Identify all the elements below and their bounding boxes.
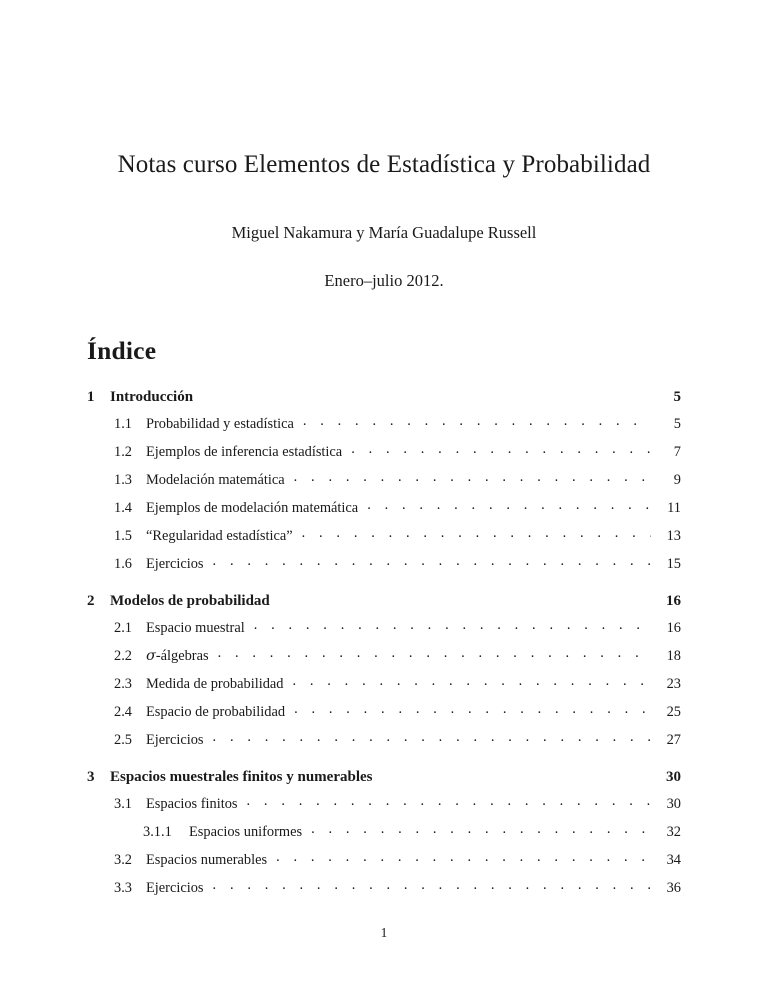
toc-entry-label: Ejercicios: [146, 556, 204, 573]
toc-entry-number: 1.1: [114, 416, 132, 433]
toc-entry[interactable]: [87, 766, 681, 794]
toc-entry-page: 32: [666, 824, 681, 841]
toc-entry-page: 16: [666, 593, 681, 609]
toc-entry-label: Medida de probabilidad: [146, 676, 284, 693]
toc-entry-label: Espacios finitos: [146, 796, 238, 813]
toc-dot-leader: [213, 878, 651, 892]
toc-entry[interactable]: [87, 674, 681, 702]
toc-dot-leader: [292, 674, 651, 688]
toc-dot-leader: [351, 442, 651, 456]
toc-entry-label: Espacios numerables: [146, 852, 268, 869]
toc-entry[interactable]: [87, 386, 681, 414]
toc-entry-page: 7: [673, 444, 681, 461]
toc-entry-number: 2.4: [114, 704, 132, 721]
toc-entry[interactable]: [87, 878, 681, 906]
toc-entry-number: 1: [87, 389, 95, 405]
toc-entry-number: 3.2: [114, 852, 132, 869]
toc-entry-label-text: -álgebras: [155, 648, 209, 665]
page-title: Notas curso Elementos de Estadística y Probabilidad: [117, 151, 651, 178]
toc-entry-label: Modelos de probabilidad: [110, 593, 270, 609]
toc-entry[interactable]: [87, 414, 681, 442]
table-of-contents: [87, 386, 681, 906]
document-date: Enero–julio 2012.: [324, 270, 444, 290]
page-folio: 1: [380, 925, 388, 940]
toc-entry[interactable]: [87, 526, 681, 554]
toc-entry-page: 9: [673, 472, 681, 489]
toc-entry-number: 1.6: [114, 556, 132, 573]
toc-entry-page: 11: [667, 500, 681, 517]
toc-entry-page: 23: [666, 676, 681, 693]
toc-entry-page: 16: [666, 620, 681, 637]
toc-entry-number: 3.1.1: [143, 824, 172, 841]
toc-entry[interactable]: [87, 646, 681, 674]
toc-entry-label: [146, 649, 209, 663]
toc-dot-leader: [367, 498, 651, 512]
toc-entry-label: Espacio muestral: [146, 620, 245, 637]
toc-entry[interactable]: [87, 702, 681, 730]
toc-dot-leader: [202, 386, 651, 401]
toc-dot-leader: [279, 590, 651, 605]
toc-dot-leader: [213, 730, 651, 744]
toc-dot-leader: [294, 702, 651, 716]
toc-entry-label: Ejemplos de inferencia estadística: [146, 444, 343, 461]
toc-entry-page: 13: [666, 528, 681, 545]
toc-entry-number: 2.1: [114, 620, 132, 637]
toc-entry[interactable]: [87, 442, 681, 470]
toc-dot-leader: [218, 646, 651, 660]
toc-entry-number: 2.5: [114, 732, 132, 749]
toc-entry-label: Espacio de probabilidad: [146, 704, 286, 721]
toc-entry-number: 2.3: [114, 676, 132, 693]
toc-entry-page: 15: [666, 556, 681, 573]
toc-dot-leader: [302, 526, 651, 540]
toc-entry-label: Ejercicios: [146, 880, 204, 897]
toc-entry-label: Ejemplos de modelación matemática: [146, 500, 359, 517]
toc-entry-number: 2: [87, 593, 95, 609]
toc-dot-leader: [254, 618, 651, 632]
toc-entry-number: 1.4: [114, 500, 132, 517]
toc-entry[interactable]: [87, 794, 681, 822]
title-block: [0, 150, 768, 291]
toc-dot-leader: [276, 850, 651, 864]
toc-dot-leader: [247, 794, 651, 808]
toc-entry[interactable]: [87, 554, 681, 582]
toc-entry[interactable]: [87, 730, 681, 758]
toc-entry-number: 1.2: [114, 444, 132, 461]
toc-entry-page: 36: [666, 880, 681, 897]
toc-entry-page: 5: [673, 416, 681, 433]
toc-entry-label: Probabilidad y estadística: [146, 416, 294, 433]
toc-entry-label: Modelación matemática: [146, 472, 285, 489]
toc-entry-label: Espacios uniformes: [189, 824, 303, 841]
toc-entry[interactable]: [87, 590, 681, 618]
toc-dot-leader: [311, 822, 651, 836]
document-authors: Miguel Nakamura y María Guadalupe Russell: [231, 223, 537, 242]
sigma-symbol: σ: [146, 648, 156, 665]
toc-entry[interactable]: [87, 850, 681, 878]
toc-dot-leader: [303, 414, 651, 428]
toc-entry[interactable]: [87, 822, 681, 850]
toc-heading: Índice: [87, 336, 157, 365]
toc-entry-page: 30: [666, 796, 681, 813]
toc-entry-number: 2.2: [114, 648, 132, 665]
toc-dot-leader: [294, 470, 651, 484]
toc-entry[interactable]: [87, 618, 681, 646]
toc-entry-number: 1.3: [114, 472, 132, 489]
toc-entry-page: 34: [666, 852, 681, 869]
toc-entry-page: 25: [666, 704, 681, 721]
toc-entry-label: Introducción: [110, 389, 194, 405]
toc-entry-label: Ejercicios: [146, 732, 204, 749]
toc-entry-page: 18: [666, 648, 681, 665]
toc-entry-number: 3: [87, 769, 95, 785]
toc-entry-number: 3.3: [114, 880, 132, 897]
toc-entry-label: “Regularidad estadística”: [146, 528, 293, 545]
toc-entry-label: Espacios muestrales finitos y numerables: [110, 769, 373, 785]
toc-entry-page: 5: [673, 389, 681, 405]
toc-dot-leader: [213, 554, 651, 568]
toc-entry[interactable]: [87, 498, 681, 526]
toc-entry-number: 3.1: [114, 796, 132, 813]
toc-entry[interactable]: [87, 470, 681, 498]
toc-entry-number: 1.5: [114, 528, 132, 545]
toc-entry-page: 27: [666, 732, 681, 749]
toc-entry-page: 30: [666, 769, 681, 785]
toc-dot-leader: [382, 766, 652, 781]
